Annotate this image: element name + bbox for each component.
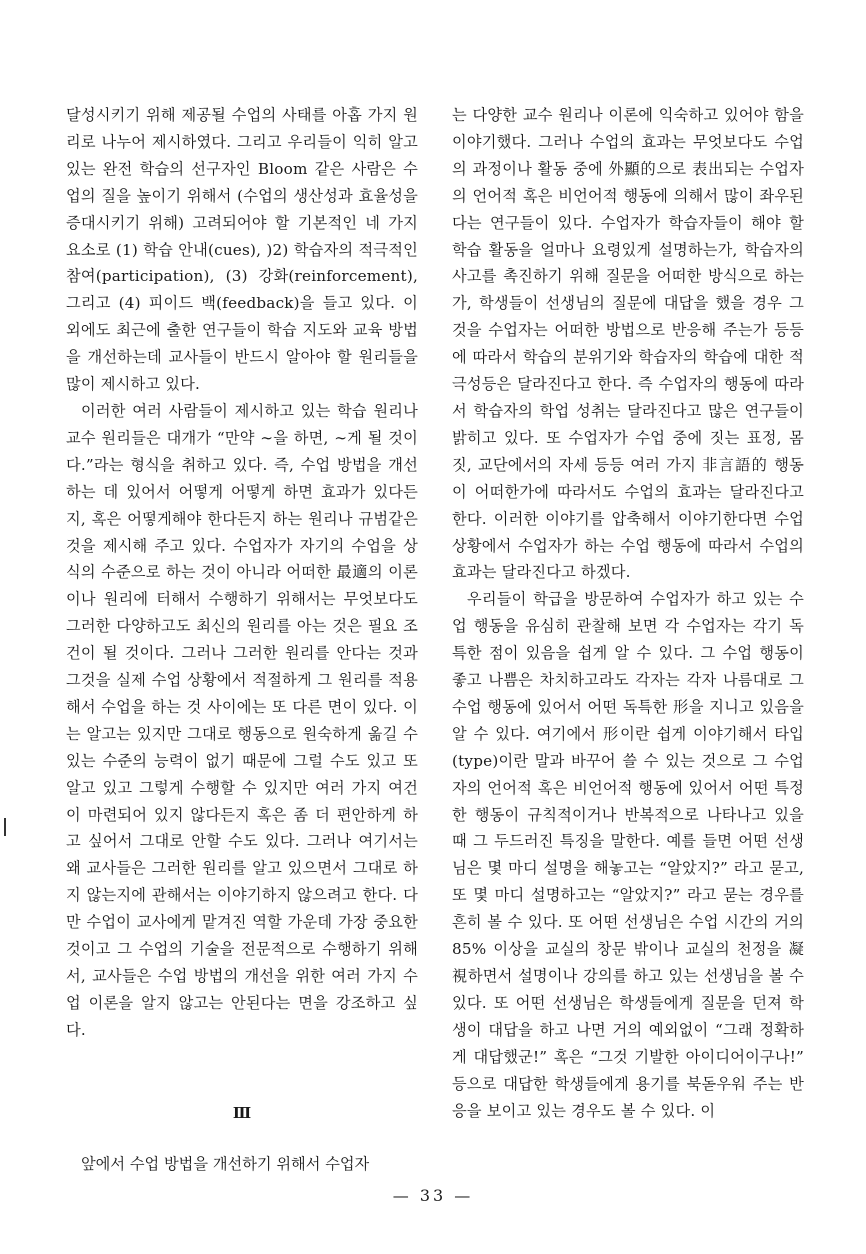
right-column [452,102,804,1124]
left-paragraph-3: 앞에서 수업 방법을 개선하기 위해서 수업자 [81,1155,370,1173]
section-heading: Ⅲ [232,1104,252,1122]
page-number: — 33 — [392,1186,474,1205]
left-paragraph-1: 달성시키기 위해 제공될 수업의 사태를 아홉 가지 원리로 나누어 제시하였다. 그리고 우리들이 익히 알고 있는 완전 학습의 선구자인 Bloom 같은 사람은 수업의 질을 높이기 위해서 (수업의 생산성과 효율성을 증대시키기 위해) 고려되어야 할 기본적인 네 가지 요소로 (1) 학습 안내(cues), )2) 학습자의 적극적인 참여(participation), (3) 강화(reinforcement), 그리고 (4) 피이드 백(feedback)을 들고 있다. 이 외에도 최근에 출한 연구들이 학습 지도와 교육 방법을 개선하는데 교사들이 반드시 알아야 할 원리들을 많이 제시하고 있다. [66,106,418,394]
left-paragraph-2: 이러한 여러 사람들이 제시하고 있는 학습 원리나 교수 원리들은 대개가 “만약 ∼을 하면, ∼게 될 것이다.”라는 형식을 취하고 있다. 즉, 수업 방법을 개선하는 데 있어서 어떻게 어떻게 하면 효과가 있다든지, 혹은 어떻게해야 한다든지 하는 원리나 규범같은 것을 제시해 주고 있다. 수업자가 자기의 수업을 상식의 수준으로 하는 것이 아니라 어떠한 最適의 이론이나 원리에 터해서 수행하기 위해서는 무엇보다도 그러한 다양하고도 최신의 원리를 아는 것은 필요 조건이 될 것이다. 그러나 그러한 원리를 안다는 것과 그것을 실제 수업 상황에서 적절하게 그 원리를 적용해서 수업을 하는 것 사이에는 또 다른 면이 있다. 이는 알고는 있지만 그대로 행동으로 원숙하게 옮길 수 있는 수준의 능력이 없기 때문에 그럴 수도 있고 또 알고 있고 그렇게 수행할 수 있지만 여러 가지 여건이 마련되어 있지 않다든지 혹은 좀 더 편안하게 하고 싶어서 그대로 안할 수도 있다. 그러나 여기서는 왜 교사들은 그러한 원리를 알고 있으면서 그대로 하지 않는지에 관해서는 이야기하지 않으려고 한다. 다만 수업이 교사에게 맡겨진 역할 가운데 가장 중요한 것이고 그 수업의 기술을 전문적으로 수행하기 위해서, 교사들은 수업 방법의 개선을 위한 여러 가지 수업 이론을 알지 않고는 안된다는 면을 강조하고 싶다. [66,401,418,1039]
left-column [66,102,418,1044]
margin-mark [4,818,6,836]
right-paragraph-2: 우리들이 학급을 방문하여 수업자가 하고 있는 수업 행동을 유심히 관찰해 보면 각 수업자는 각기 독특한 점이 있음을 쉽게 알 수 있다. 그 수업 행동이 좋고 나쁨은 차치하고라도 각자는 각자 나름대로 그 수업 행동에 있어서 어떤 독특한 形을 지니고 있음을 알 수 있다. 여기에서 形이란 쉽게 이야기해서 타입(type)이란 말과 바꾸어 쓸 수 있는 것으로 그 수업자의 언어적 혹은 비언어적 행동에 있어서 어떤 특정한 행동이 규칙적이거나 반복적으로 나타나고 있을 때 그 두드러진 특징을 말한다. 예를 들면 어떤 선생님은 몇 마디 설명을 해놓고는 “알았지?” 라고 묻고, 또 몇 마디 설명하고는 “알았지?” 라고 묻는 경우를 흔히 볼 수 있다. 또 어떤 선생님은 수업 시간의 거의 85% 이상을 교실의 창문 밖이나 교실의 천정을 凝視하면서 설명이나 강의를 하고 있는 선생님을 볼 수 있다. 또 어떤 선생님은 학생들에게 질문을 던져 학생이 대답을 하고 나면 거의 예외없이 “그래 정확하게 대답했군!” 혹은 “그것 기발한 아이디어이구나!” 등으로 대답한 학생들에게 용기를 북돋우워 주는 반응을 보이고 있는 경우도 볼 수 있다. 이 [452,590,804,1120]
right-paragraph-1: 는 다양한 교수 원리나 이론에 익숙하고 있어야 함을 이야기했다. 그러나 수업의 효과는 무엇보다도 수업의 과정이나 활동 중에 外顯的으로 表出되는 수업자의 언어적 혹은 비언어적 행동에 의해서 많이 좌우된다는 연구들이 있다. 수업자가 학습자들이 해야 할 학습 활동을 얼마나 요령있게 설명하는가, 학습자의 사고를 촉진하기 위해 질문을 어떠한 방식으로 하는가, 학생들이 선생님의 질문에 대답을 했을 경우 그것을 수업자는 어떠한 방법으로 반응해 주는가 등등에 따라서 학습의 분위기와 학습자의 학습에 대한 적극성등은 달라진다고 한다. 즉 수업자의 행동에 따라서 학습자의 학업 성취는 달라진다고 많은 연구들이 밝히고 있다. 또 수업자가 수업 중에 짓는 표정, 몸짓, 교단에서의 자세 등등 여러 가지 非言語的 행동이 어떠한가에 따라서도 수업의 효과는 달라진다고 한다. 이러한 이야기를 압축해서 이야기한다면 수업 상황에서 수업자가 하는 수업 행동에 따라서 수업의 효과는 달라진다고 하겠다. [452,106,804,582]
